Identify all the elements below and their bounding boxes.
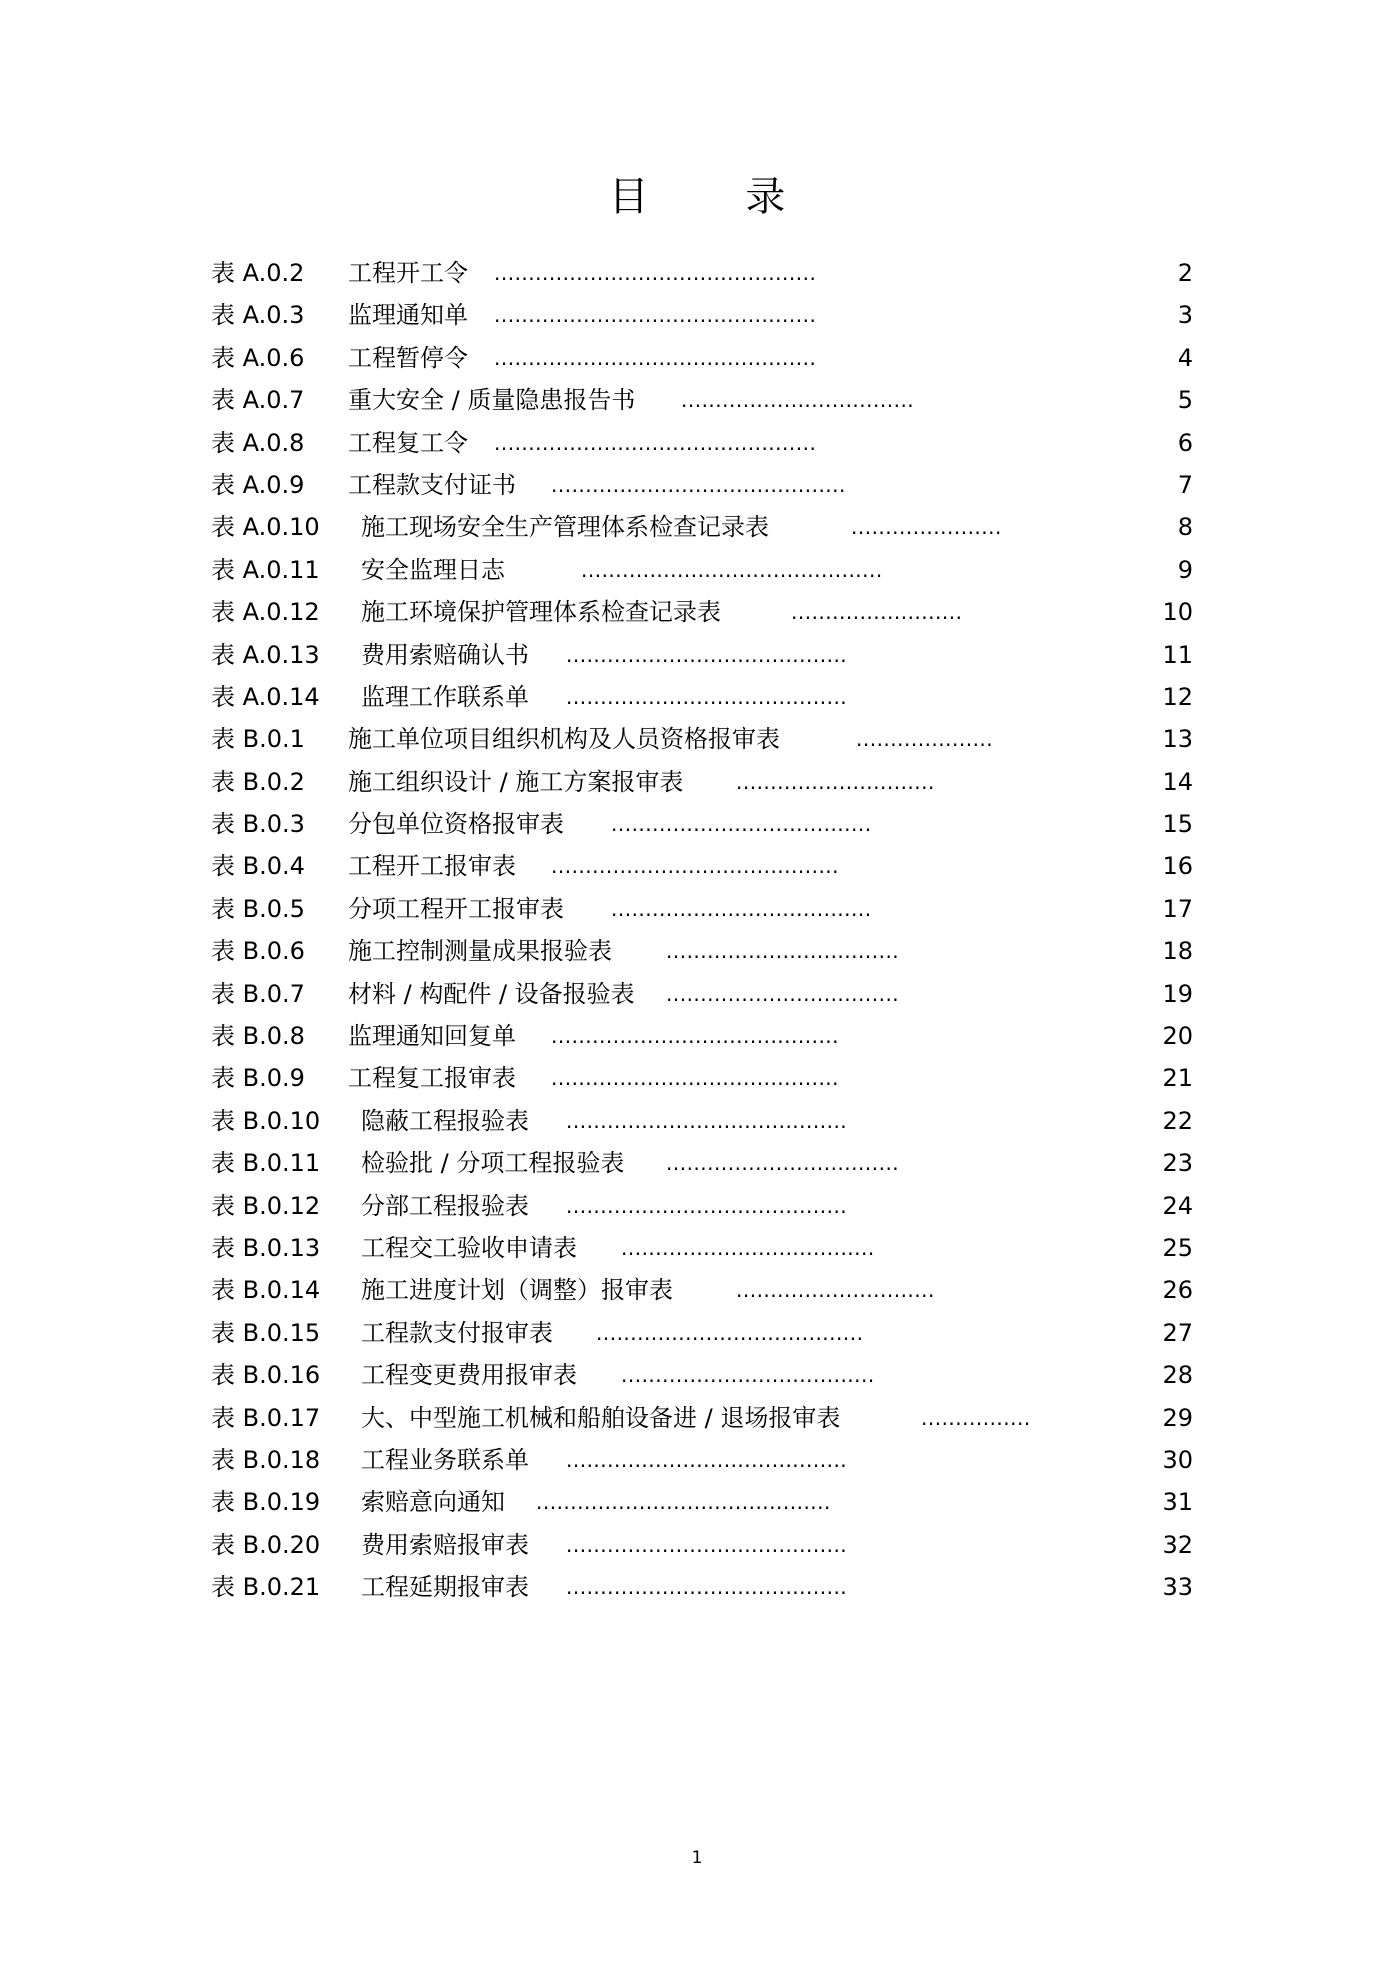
toc-entry-leader: ..................................	[666, 1151, 900, 1176]
toc-entry[interactable]	[211, 1015, 1193, 1057]
toc-entry-title: 施工现场安全生产管理体系检查记录表	[361, 513, 769, 542]
toc-entry[interactable]	[211, 464, 1193, 506]
toc-entry-code: 表 B.0.10	[211, 1106, 321, 1135]
toc-entry[interactable]	[211, 1312, 1193, 1354]
toc-entry-title: 监理工作联系单	[361, 682, 529, 711]
toc-entry-page: 32	[1162, 1530, 1193, 1559]
toc-entry-title: 材料 / 构配件 / 设备报验表	[348, 979, 635, 1008]
toc-entry-page: 15	[1162, 810, 1193, 839]
toc-entry-code: 表 B.0.16	[211, 1361, 321, 1390]
toc-entry-code: 表 B.0.11	[211, 1149, 321, 1178]
toc-entry-leader: ..........................................	[551, 1024, 840, 1049]
toc-entry-leader: ...............................................	[494, 303, 817, 328]
toc-entry[interactable]	[211, 252, 1193, 294]
toc-entry[interactable]	[211, 591, 1193, 633]
toc-entry-page: 18	[1162, 937, 1193, 966]
toc-entry-leader: ..................................	[666, 981, 900, 1006]
toc-entry-title: 工程开工令	[348, 259, 468, 287]
toc-entry-title: 监理通知单	[348, 301, 468, 330]
toc-entry-title: 工程复工报审表	[348, 1064, 516, 1093]
toc-entry-page: 20	[1162, 1022, 1193, 1051]
toc-entry-page: 17	[1162, 894, 1193, 923]
toc-entry-code: 表 B.0.12	[211, 1191, 321, 1220]
toc-entry-code: 表 B.0.1	[211, 725, 305, 754]
toc-entry-leader: .....................................	[621, 1363, 875, 1388]
toc-entry-leader: ................	[921, 1405, 1031, 1430]
toc-entry-leader: .......................................	[596, 1320, 864, 1345]
toc-entry[interactable]	[211, 634, 1193, 676]
toc-entry[interactable]	[211, 549, 1193, 591]
toc-entry-title: 重大安全 / 质量隐患报告书	[348, 386, 636, 415]
toc-entry-page: 2	[1177, 259, 1193, 287]
toc-entry-code: 表 A.0.2	[211, 259, 305, 287]
toc-entry[interactable]	[211, 761, 1193, 803]
toc-entry-title: 工程复工令	[348, 428, 468, 457]
toc-entry-leader: .............................	[736, 769, 935, 794]
toc-entry-page: 21	[1162, 1064, 1193, 1093]
toc-entry-title: 施工进度计划（调整）报审表	[361, 1276, 673, 1305]
toc-entry-leader: .........................................	[566, 1193, 848, 1218]
toc-entry-page: 4	[1177, 343, 1193, 372]
toc-entry-leader: ....................	[856, 727, 994, 752]
toc-entry-leader: ...............................................	[494, 430, 817, 455]
toc-entry-code: 表 A.0.9	[211, 470, 305, 499]
toc-entry-title: 工程开工报审表	[348, 852, 516, 881]
toc-entry-title: 分部工程报验表	[361, 1191, 529, 1220]
toc-entry-title: 工程交工验收申请表	[361, 1233, 577, 1262]
toc-entry-page: 24	[1162, 1191, 1193, 1220]
toc-entry-page: 14	[1162, 767, 1193, 796]
toc-entry-leader: .........................................	[566, 1447, 848, 1472]
toc-entry-code: 表 A.0.12	[211, 598, 320, 627]
toc-entry[interactable]	[211, 1142, 1193, 1184]
toc-entry-title: 安全监理日志	[361, 555, 505, 584]
toc-entry[interactable]	[211, 888, 1193, 930]
toc-entry[interactable]	[211, 1354, 1193, 1396]
toc-entry-title: 工程延期报审表	[361, 1573, 529, 1602]
toc-entry[interactable]	[211, 1566, 1193, 1608]
toc-entry-page: 31	[1162, 1488, 1193, 1517]
toc-entry-leader: ...........................................	[536, 1490, 831, 1515]
toc-entry-page: 16	[1162, 852, 1193, 881]
toc-entry-leader: ..........................................	[551, 1066, 840, 1091]
toc-entry-leader: ...............................................	[494, 345, 817, 370]
table-of-contents	[211, 252, 1193, 1609]
toc-entry-page: 3	[1177, 301, 1193, 330]
toc-entry-code: 表 B.0.7	[211, 979, 305, 1008]
toc-entry-code: 表 B.0.18	[211, 1445, 321, 1474]
toc-entry-code: 表 B.0.15	[211, 1318, 321, 1347]
toc-entry-code: 表 A.0.14	[211, 682, 320, 711]
toc-entry-leader: ......................................	[611, 896, 872, 921]
toc-entry-code: 表 B.0.2	[211, 767, 305, 796]
toc-entry-title: 大、中型施工机械和船舶设备进 / 退场报审表	[361, 1403, 841, 1432]
toc-entry[interactable]	[211, 973, 1193, 1015]
toc-entry-page: 7	[1177, 470, 1193, 499]
toc-entry-leader: ...............................................	[494, 261, 817, 285]
toc-entry-code: 表 A.0.3	[211, 301, 305, 330]
toc-entry-page: 12	[1162, 682, 1193, 711]
toc-entry-leader: .........................................	[566, 1532, 848, 1557]
toc-entry-title: 工程业务联系单	[361, 1445, 529, 1474]
toc-entry[interactable]	[211, 930, 1193, 972]
toc-entry-leader: ......................................	[611, 812, 872, 837]
toc-entry[interactable]	[211, 1185, 1193, 1227]
toc-entry-page: 22	[1162, 1106, 1193, 1135]
toc-entry-title: 费用索赔确认书	[361, 640, 529, 669]
toc-entry-title: 费用索赔报审表	[361, 1530, 529, 1559]
toc-entry[interactable]	[211, 803, 1193, 845]
toc-entry-title: 工程暂停令	[348, 343, 468, 372]
toc-entry-leader: .........................................	[566, 1575, 848, 1600]
toc-entry-leader: ......................	[851, 515, 1002, 540]
toc-entry-page: 25	[1162, 1233, 1193, 1262]
toc-entry[interactable]	[211, 1397, 1193, 1439]
toc-entry-leader: .........................................	[566, 684, 848, 709]
toc-entry-code: 表 A.0.8	[211, 428, 305, 457]
toc-entry[interactable]	[211, 718, 1193, 760]
toc-entry[interactable]	[211, 1269, 1193, 1311]
toc-entry-code: 表 A.0.11	[211, 555, 320, 584]
toc-entry[interactable]	[211, 506, 1193, 548]
toc-entry-leader: .........................	[791, 600, 963, 625]
toc-entry-page: 9	[1177, 555, 1193, 584]
toc-entry-leader: ..................................	[666, 939, 900, 964]
toc-entry[interactable]	[211, 1057, 1193, 1099]
toc-entry[interactable]	[211, 1100, 1193, 1142]
page-title: 目 录	[608, 174, 828, 220]
toc-entry-code: 表 A.0.13	[211, 640, 320, 669]
toc-entry-page: 27	[1162, 1318, 1193, 1347]
toc-entry-leader: .........................................	[566, 642, 848, 667]
toc-entry-leader: ...........................................	[551, 472, 846, 497]
toc-entry[interactable]	[211, 379, 1193, 421]
toc-entry-leader: ..........................................	[551, 854, 840, 879]
toc-entry-title: 施工单位项目组织机构及人员资格报审表	[348, 725, 780, 754]
toc-entry-code: 表 B.0.13	[211, 1233, 321, 1262]
toc-entry-page: 10	[1162, 598, 1193, 627]
toc-entry-page: 8	[1177, 513, 1193, 542]
toc-entry-title: 监理通知回复单	[348, 1022, 516, 1051]
toc-entry-page: 11	[1162, 640, 1193, 669]
toc-entry-page: 6	[1177, 428, 1193, 457]
toc-entry[interactable]	[211, 337, 1193, 379]
toc-entry-title: 分项工程开工报审表	[348, 894, 564, 923]
toc-entry[interactable]	[211, 1524, 1193, 1566]
toc-entry-title: 施工控制测量成果报验表	[348, 937, 612, 966]
toc-entry-page: 33	[1162, 1573, 1193, 1602]
toc-entry-code: 表 A.0.7	[211, 386, 305, 415]
toc-entry[interactable]	[211, 294, 1193, 336]
toc-entry-code: 表 B.0.3	[211, 810, 305, 839]
toc-entry-page: 19	[1162, 979, 1193, 1008]
toc-entry[interactable]	[211, 422, 1193, 464]
toc-entry-code: 表 B.0.21	[211, 1573, 321, 1602]
toc-entry-title: 工程款支付证书	[348, 470, 516, 499]
toc-entry[interactable]	[211, 676, 1193, 718]
toc-entry[interactable]	[211, 1227, 1193, 1269]
toc-entry-leader: .............................	[736, 1278, 935, 1303]
toc-entry-title: 分包单位资格报审表	[348, 810, 564, 839]
toc-entry[interactable]	[211, 1439, 1193, 1481]
toc-entry-code: 表 B.0.14	[211, 1276, 321, 1305]
toc-entry-code: 表 A.0.10	[211, 513, 320, 542]
toc-entry-title: 施工组织设计 / 施工方案报审表	[348, 767, 684, 796]
toc-entry-code: 表 B.0.17	[211, 1403, 321, 1432]
toc-entry[interactable]	[211, 1481, 1193, 1523]
toc-entry-leader: .........................................	[566, 1108, 848, 1133]
toc-entry-page: 28	[1162, 1361, 1193, 1390]
page-number: 1	[691, 1848, 703, 1868]
toc-entry-page: 26	[1162, 1276, 1193, 1305]
toc-entry-title: 索赔意向通知	[361, 1488, 505, 1517]
toc-entry-leader: .....................................	[621, 1235, 875, 1260]
toc-entry-title: 施工环境保护管理体系检查记录表	[361, 598, 721, 627]
toc-entry-code: 表 B.0.6	[211, 937, 305, 966]
toc-entry-page: 29	[1162, 1403, 1193, 1432]
toc-entry-page: 23	[1162, 1149, 1193, 1178]
toc-entry-title: 检验批 / 分项工程报验表	[361, 1149, 625, 1178]
toc-entry-page: 13	[1162, 725, 1193, 754]
toc-entry-title: 工程变更费用报审表	[361, 1361, 577, 1390]
toc-entry-code: 表 B.0.4	[211, 852, 305, 881]
toc-entry-code: 表 B.0.5	[211, 894, 305, 923]
toc-entry-title: 隐蔽工程报验表	[361, 1106, 529, 1135]
toc-entry-code: 表 A.0.6	[211, 343, 305, 372]
toc-entry-page: 5	[1177, 386, 1193, 415]
toc-entry-code: 表 B.0.9	[211, 1064, 305, 1093]
toc-entry-title: 工程款支付报审表	[361, 1318, 553, 1347]
toc-entry-code: 表 B.0.20	[211, 1530, 321, 1559]
toc-entry[interactable]	[211, 845, 1193, 887]
toc-entry-leader: ..................................	[681, 388, 915, 413]
toc-entry-page: 30	[1162, 1445, 1193, 1474]
toc-entry-code: 表 B.0.19	[211, 1488, 321, 1517]
toc-entry-leader: ............................................	[581, 557, 883, 582]
toc-entry-code: 表 B.0.8	[211, 1022, 305, 1051]
